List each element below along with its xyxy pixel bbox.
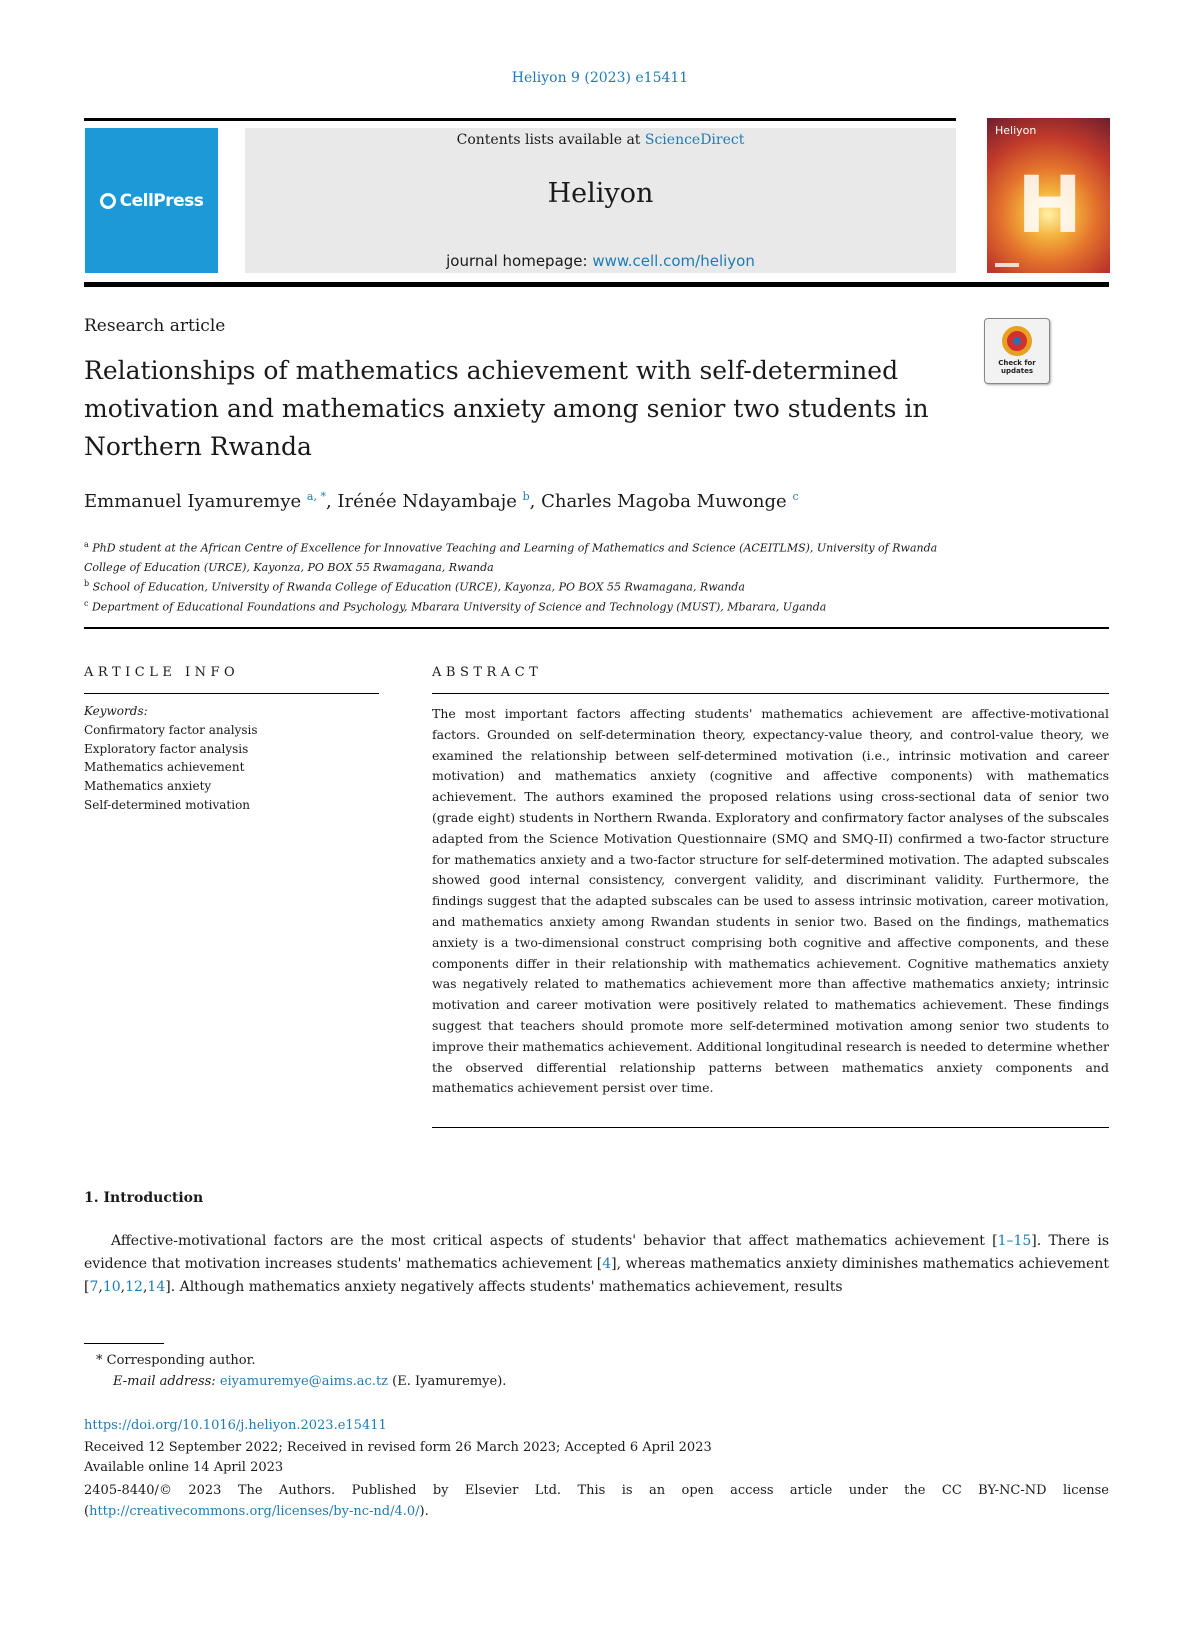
abstract-text: The most important factors affecting students' mathematics achievement are affective-motivational factors. Grounded on self-determination theory, expectancy-value theory, and control-value theory, we examined the relationship between self-determined motivation (i.e., intrinsic motivation and career motivation) and mathematics anxiety (cognitive and affective components) with mathematics achievement. The authors examined the proposed relations using cross-sectional data of senior two (grade eight) students in Northern Rwanda. Exploratory and confirmatory factor analyses of the subscales adapted from the Science Motivation Questionnaire (SMQ and SMQ-II) confirmed a two-factor structure for mathematics anxiety and a two-factor structure for self-determined motivation. The adapted subscales showed good internal consistency, convergent validity, and discriminant validity. Furthermore, the findings suggest that the adapted subscales can be used to assess intrinsic motivation, career motivation, and mathematics anxiety among Rwandan students in senior two. Based on the findings, mathematics anxiety is a two-dimensional construct comprising both cognitive and affective components, and these components differ in their relationship with mathematics achievement. Cognitive mathematics anxiety was negatively related to mathematics achievement more than affective mathematics anxiety; intrinsic motivation and career motivation were positively related to mathematics achievement. These findings suggest that teachers should promote more self-determined motivation among senior two students to improve their mathematics achievement. Additional longitudinal research is needed to determine whether the observed differential relationship patterns between mathematics anxiety components and mathematics achievement persist over time. bbox=[432, 706, 1109, 1096]
author-list: Emmanuel Iyamuremye $^{a, *}$, Irénée Ndayambaje $^b$, Charles Magoba Muwonge $^c$ bbox=[84, 490, 799, 512]
author-name[interactable]: Charles Magoba Muwonge bbox=[541, 491, 787, 512]
title-block-rule bbox=[84, 627, 1109, 629]
email-footnote bbox=[113, 1371, 506, 1392]
email-link[interactable]: eiyamuremye@aims.ac.tz bbox=[219, 1374, 389, 1389]
homepage-prefix: journal homepage: bbox=[446, 252, 593, 270]
abstract-rule-bottom bbox=[432, 1127, 1109, 1128]
citation-link[interactable]: 1–15 bbox=[997, 1233, 1032, 1249]
affiliation-key: b bbox=[84, 579, 90, 588]
article-title: Relationships of mathematics achievement with self-determined motivation and mathematics anxiety among senior two students in Northern Rwanda bbox=[84, 356, 929, 461]
contents-prefix: Contents lists available at bbox=[456, 132, 645, 148]
license-statement bbox=[84, 1480, 1109, 1522]
affiliation-text: PhD student at the African Centre of Excellence for Innovative Teaching and Learning of Mathematics and Science (ACEITLMS), University of Rwanda College of Education (URCE), Kayonza, PO BOX 55 Rwamagana, Rwanda bbox=[84, 541, 938, 574]
header-rule-bottom bbox=[84, 282, 1109, 287]
keyword-item: Mathematics achievement bbox=[84, 760, 245, 775]
affiliation-key: c bbox=[84, 599, 89, 608]
journal-cover-image bbox=[987, 118, 1110, 273]
citation-link[interactable]: 12 bbox=[125, 1279, 143, 1295]
cellpress-logo-text: CellPress bbox=[119, 190, 204, 211]
introduction-paragraph: Affective-motivational factors are the most critical aspects of students' behavior that affect mathematics achievement [1–15]. There is evidence that motivation increases students' mathematics achievement [4], whereas mathematics anxiety diminishes mathematics achievement [7,10,12,14]. Although mathematics anxiety negatively affects students' mathematics achievement, results bbox=[84, 1233, 1110, 1295]
affiliation-text: School of Education, University of Rwanda College of Education (URCE), Kayonza, PO BOX 55 Rwamagana, Rwanda bbox=[92, 580, 745, 594]
author-affiliation-marker[interactable]: c bbox=[792, 490, 799, 503]
journal-header-box bbox=[245, 128, 956, 273]
journal-title: Heliyon bbox=[547, 178, 654, 209]
intro-text-run: Affective-motivational factors are the most critical aspects of students' behavior that affect mathematics achievement [ bbox=[111, 1233, 998, 1249]
keyword-item: Confirmatory factor analysis bbox=[84, 722, 258, 737]
cover-title: Heliyon bbox=[995, 124, 1037, 137]
cellpress-logo[interactable] bbox=[85, 128, 218, 273]
author-affiliation-marker[interactable]: a, * bbox=[306, 490, 326, 503]
keyword-item: Exploratory factor analysis bbox=[84, 741, 249, 756]
homepage-line bbox=[245, 252, 956, 270]
cover-publisher-mark bbox=[995, 263, 1019, 267]
license-link[interactable]: http://creativecommons.org/licenses/by-nc-nd/4.0/ bbox=[89, 1504, 420, 1519]
abstract-rule-top bbox=[432, 693, 1109, 694]
citation-link[interactable]: 14 bbox=[147, 1279, 166, 1295]
author-affiliation-marker[interactable]: b bbox=[522, 490, 530, 503]
affiliation-c bbox=[84, 594, 964, 617]
author-name[interactable]: Emmanuel Iyamuremye bbox=[84, 491, 302, 512]
intro-text-run: ], whereas mathematics anxiety diminishes mathematics achievement [ bbox=[84, 1256, 1109, 1295]
intro-text-run: ]. There is evidence that motivation increases students' mathematics achievement [ bbox=[84, 1233, 1110, 1272]
corresponding-author-note: * Corresponding author. bbox=[96, 1353, 256, 1368]
keyword-item: Self-determined motivation bbox=[84, 797, 251, 812]
citation-link[interactable]: 10 bbox=[102, 1279, 121, 1295]
homepage-link[interactable]: www.cell.com/heliyon bbox=[592, 252, 755, 270]
update-badge-icon bbox=[1002, 326, 1032, 356]
article-type: Research article bbox=[84, 316, 226, 336]
affiliation-a bbox=[84, 535, 964, 577]
cover-letter: H bbox=[1017, 161, 1083, 251]
license-suffix: ). bbox=[419, 1504, 429, 1519]
email-suffix: (E. Iyamuremye). bbox=[388, 1374, 507, 1389]
article-info-rule bbox=[84, 693, 379, 694]
available-online-date: Available online 14 April 2023 bbox=[84, 1460, 284, 1475]
header-rule-top bbox=[84, 118, 956, 121]
check-for-updates-badge[interactable] bbox=[984, 318, 1050, 384]
affiliation-key: a bbox=[84, 540, 89, 549]
cellpress-logo-mark bbox=[100, 191, 204, 211]
email-label: E-mail address: bbox=[113, 1374, 216, 1389]
doi-link[interactable]: https://doi.org/10.1016/j.heliyon.2023.e15411 bbox=[84, 1418, 387, 1433]
license-prefix: 2405-8440/© 2023 The Authors. Published by Elsevier Ltd. This is an open access article under the CC BY-NC-ND license ( bbox=[84, 1483, 1109, 1519]
intro-text-run: ]. Although mathematics anxiety negatively affects students' mathematics achievement, results bbox=[165, 1279, 843, 1295]
footnote-rule bbox=[84, 1343, 164, 1344]
journal-citation[interactable]: Heliyon 9 (2023) e15411 bbox=[511, 70, 689, 86]
citation-link[interactable]: 4 bbox=[602, 1256, 612, 1272]
abstract-heading: ABSTRACT bbox=[432, 665, 543, 680]
introduction-heading: 1. Introduction bbox=[84, 1190, 204, 1206]
keyword-item: Mathematics anxiety bbox=[84, 779, 212, 794]
citation-link[interactable]: 7 bbox=[89, 1279, 99, 1295]
author-name[interactable]: Irénée Ndayambaje bbox=[337, 491, 517, 512]
received-dates: Received 12 September 2022; Received in revised form 26 March 2023; Accepted 6 April 2023 bbox=[84, 1440, 712, 1455]
keywords-label: Keywords: bbox=[84, 704, 148, 718]
keywords-block bbox=[84, 702, 258, 815]
article-info-heading: ARTICLE INFO bbox=[84, 665, 240, 680]
affiliation-text: Department of Educational Foundations and Psychology, Mbarara University of Science and Technology (MUST), Mbarara, Uganda bbox=[91, 600, 827, 614]
contents-line bbox=[245, 132, 956, 148]
sciencedirect-link[interactable]: ScienceDirect bbox=[644, 132, 745, 148]
cellpress-glyph-icon bbox=[100, 193, 116, 209]
update-badge-label: Check for updates bbox=[998, 359, 1036, 375]
